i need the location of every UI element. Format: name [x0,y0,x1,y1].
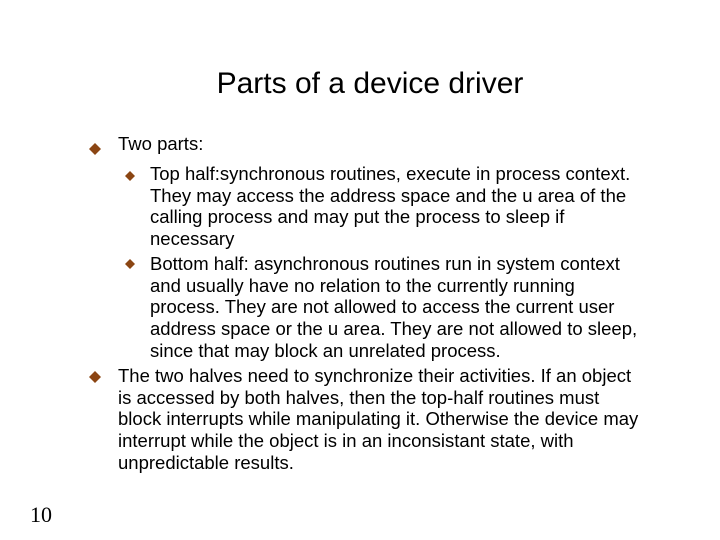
sub-bullet-1-line: Top half:synchronous routines, execute in process context. [150,163,631,184]
bullet-2-line: block interrupts while manipulating it. Otherwise the device may [118,408,639,430]
bullet-2-line: unpredictable results. [118,451,294,473]
bullet-2-line: The two halves need to synchronize their activities. If an object [118,365,632,386]
sub-bullet-2-line: address space or the u area. They are not allowed to sleep, [150,318,638,340]
sub-bullet-1-line: They may access the address space and the u area of the [150,184,627,206]
sub-bullet-1-line: calling process and may put the process to sleep if [150,206,565,228]
sub-bullet-2-line: since that may block an unrelated process. [150,339,501,361]
sub-bullet-2-line: Bottom half: asynchronous routines run in system context [150,253,620,274]
bullet-2-line: interrupt while the object is in an inconsistant state, with [118,430,574,452]
sub-bullet-2-line: and usually have no relation to the currently running [150,274,575,296]
sub-bullet-1-line: necessary [150,228,235,250]
slide-title: Parts of a device driver [216,67,524,100]
bullet-1-line: Two parts: [118,133,204,154]
bullet-2-line: is accessed by both halves, then the top-half routines must [118,386,600,408]
page-number: 10 [30,502,52,527]
sub-bullet-2-line: process. They are not allowed to access the current user [150,296,615,318]
